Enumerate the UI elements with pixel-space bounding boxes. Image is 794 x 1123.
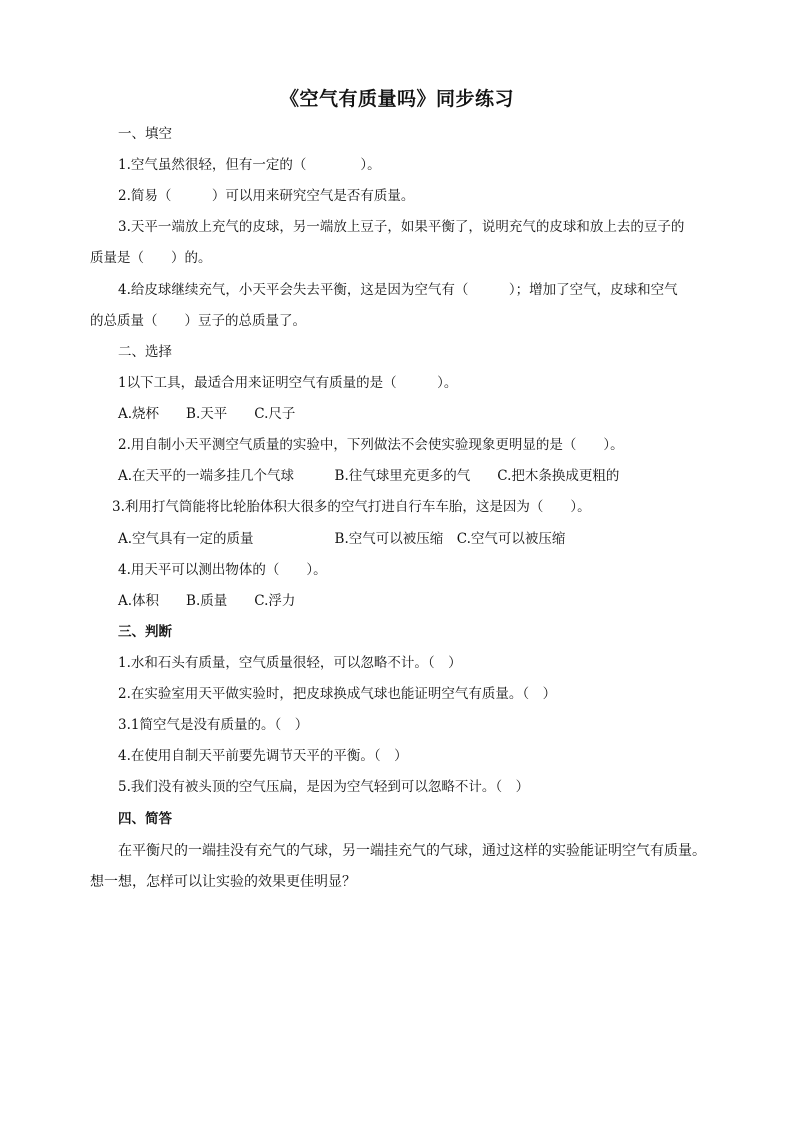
fill-blank-question-4-line-2: 的总质量（ ）豆子的总质量了。 [90, 313, 306, 329]
section-heading-choice: 二、选择 [118, 344, 172, 360]
short-answer-line-2: 想一想，怎样可以让实验的效果更佳明显？ [90, 874, 356, 890]
choice-question-3: 3.利用打气筒能将比轮胎体积大很多的空气打进自行车车胎，这是因为（ ）。 [112, 499, 591, 515]
choice-question-2: 2.用自制小天平测空气质量的实验中，下列做法不会使实验现象更明显的是（ ）。 [118, 437, 624, 453]
fill-blank-question-2: 2.简易（ ）可以用来研究空气是否有质量。 [118, 188, 415, 204]
choice-question-4: 4.用天平可以测出物体的（ ）。 [118, 562, 327, 578]
choice-question-1-options: A.烧杯 B.天平 C.尺子 [118, 406, 296, 422]
choice-question-3-options: A.空气具有一定的质量 B.空气可以被压缩 C.空气可以被压缩 [118, 531, 566, 547]
judge-question-5: 5.我们没有被头顶的空气压扁，是因为空气轻到可以忽略不计。（ ） [118, 779, 530, 795]
fill-blank-question-4-line-1: 4.给皮球继续充气，小天平会失去平衡，这是因为空气有（ ）；增加了空气，皮球和空气 [118, 282, 678, 298]
fill-blank-question-1: 1.空气虽然很轻，但有一定的（ ）。 [118, 157, 381, 173]
judge-question-2: 2.在实验室用天平做实验时，把皮球换成气球也能证明空气有质量。（ ） [118, 686, 557, 702]
choice-question-1: 1以下工具，最适合用来证明空气有质量的是（ ）。 [118, 375, 458, 391]
choice-question-4-options: A.体积 B.质量 C.浮力 [118, 593, 296, 609]
judge-question-1: 1.水和石头有质量，空气质量很轻，可以忽略不计。（ ） [118, 655, 462, 671]
section-heading-short-answer: 四、简答 [118, 811, 172, 827]
judge-question-4: 4.在使用自制天平前要先调节天平的平衡。（ ） [118, 748, 408, 764]
fill-blank-question-3-line-2: 质量是（ ）的。 [90, 250, 212, 266]
short-answer-line-1: 在平衡尺的一端挂没有充气的气球，另一端挂充气的气球，通过这样的实验能证明空气有质量。 [118, 843, 706, 859]
section-heading-fill-blank: 一、填空 [118, 126, 172, 142]
judge-question-3: 3.1简空气是没有质量的。（ ） [118, 717, 309, 733]
fill-blank-question-3-line-1: 3.天平一端放上充气的皮球，另一端放上豆子，如果平衡了，说明充气的皮球和放上去的豆子的 [118, 219, 685, 235]
section-heading-judge: 三、判断 [118, 624, 172, 640]
choice-question-2-options: A.在天平的一端多挂几个气球 B.往气球里充更多的气 C.把木条换成更粗的 [118, 468, 620, 484]
page-title: 《空气有质量吗》同步练习 [279, 88, 514, 110]
